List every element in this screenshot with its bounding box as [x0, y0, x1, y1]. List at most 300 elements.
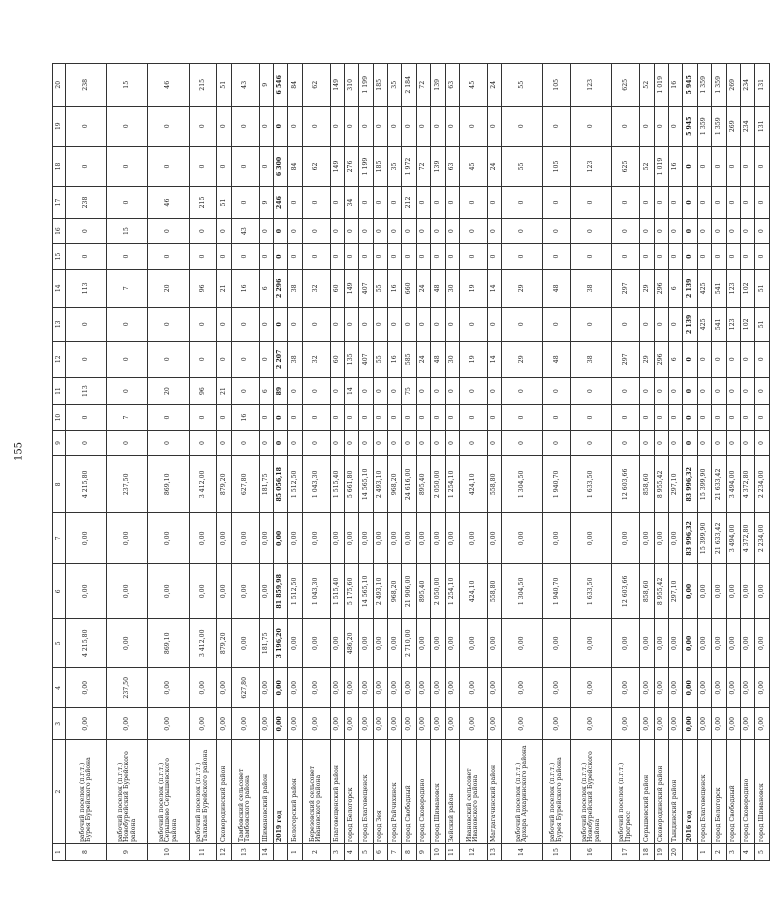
table-cell: 0	[640, 307, 654, 341]
header-cell: 9	[53, 430, 66, 455]
table-row	[148, 64, 189, 861]
table-cell: 0	[330, 106, 344, 146]
table-cell: 0,00	[571, 513, 612, 564]
table-cell: 246	[273, 187, 287, 219]
row-name-cell: город Белогорск	[712, 740, 726, 844]
table-cell: 0	[740, 430, 754, 455]
table-cell: 0,00	[487, 708, 501, 740]
table-cell: 0	[726, 146, 740, 186]
table-cell: 0	[288, 377, 302, 405]
table-cell: 5 945	[683, 64, 697, 107]
table-cell: 105	[543, 64, 571, 107]
table-cell: 0	[445, 430, 459, 455]
table-cell: 3 196,20	[273, 619, 287, 668]
row-name-cell: рабочий поселок (п.г.т.) Новобурейский Бурейского района	[107, 740, 148, 844]
table-cell: 0	[755, 430, 769, 455]
table-cell: 0,00	[302, 513, 330, 564]
table-cell: 0,00	[416, 619, 430, 668]
table-cell: 0	[330, 377, 344, 405]
table-cell: 0	[612, 307, 640, 341]
table-cell: 0	[402, 218, 416, 243]
table-cell: 7	[388, 844, 402, 861]
table-cell: 0	[148, 405, 189, 430]
table-cell: 0	[571, 430, 612, 455]
table-cell: 0,00	[373, 668, 387, 708]
table-cell: 48	[431, 341, 445, 377]
row-name-cell: 2016 год	[683, 740, 697, 844]
table-cell: 12	[217, 844, 231, 861]
table-cell: 0	[330, 187, 344, 219]
table-cell: 0	[373, 244, 387, 269]
table-cell: 0	[273, 244, 287, 269]
table-cell: 0	[107, 106, 148, 146]
table-cell: 486,20	[344, 619, 358, 668]
table-cell: 238	[66, 64, 107, 107]
table-cell: 0	[302, 430, 330, 455]
table-cell: 113	[66, 269, 107, 307]
table-cell: 0	[502, 377, 543, 405]
table-cell: 0	[712, 405, 726, 430]
table-cell: 0,00	[502, 513, 543, 564]
table-cell: 0	[726, 244, 740, 269]
table-cell: 123	[726, 269, 740, 307]
table-cell: 20	[148, 377, 189, 405]
table-cell: 0	[107, 430, 148, 455]
table-row	[755, 64, 769, 861]
table-cell: 0,00	[217, 564, 231, 619]
table-cell: 46	[148, 187, 189, 219]
table-cell: 558,80	[487, 564, 501, 619]
table-cell: 6 300	[273, 146, 287, 186]
table-cell: 5 175,60	[344, 564, 358, 619]
table-cell: 0	[431, 218, 445, 243]
table-cell: 1 633,50	[571, 564, 612, 619]
table-cell: 0	[571, 307, 612, 341]
table-cell: 0,00	[640, 619, 654, 668]
table-cell: 0,00	[571, 708, 612, 740]
table-cell: 0,00	[502, 619, 543, 668]
table-cell: 0	[445, 244, 459, 269]
table-row	[683, 64, 697, 861]
table-cell: 0,00	[431, 708, 445, 740]
table-cell: 0	[416, 377, 430, 405]
table-cell: 16	[388, 269, 402, 307]
table-cell: 0	[259, 244, 273, 269]
table-cell: 0	[148, 218, 189, 243]
table-cell: 0	[344, 405, 358, 430]
table-cell: 0	[66, 218, 107, 243]
table-cell: 0	[726, 377, 740, 405]
table-cell: 8 955,42	[654, 456, 668, 513]
table-cell: 21 906,00	[402, 564, 416, 619]
table-cell: 0,00	[668, 708, 682, 740]
table-cell: 51	[755, 269, 769, 307]
table-cell: 0,00	[683, 564, 697, 619]
table-cell: 0,00	[359, 619, 373, 668]
table-row	[668, 64, 682, 861]
table-cell: 0	[683, 187, 697, 219]
table-cell: 6 546	[273, 64, 287, 107]
table-cell: 0	[755, 218, 769, 243]
table-cell: 14	[502, 844, 543, 861]
table-cell: 8 955,42	[654, 564, 668, 619]
table-cell: 0	[416, 244, 430, 269]
header-cell: 5	[53, 619, 66, 668]
table-cell: 0,00	[66, 564, 107, 619]
table-cell: 0,00	[66, 668, 107, 708]
table-cell: 131	[755, 64, 769, 107]
table-cell: 52	[640, 64, 654, 107]
table-cell: 0	[231, 377, 259, 405]
table-cell: 0,00	[288, 668, 302, 708]
table-cell: 0,00	[344, 513, 358, 564]
table-cell: 0,00	[330, 668, 344, 708]
table-cell: 0	[445, 106, 459, 146]
table-cell: 0	[460, 405, 488, 430]
table-cell: 0	[288, 307, 302, 341]
table-cell: 1 940,70	[543, 456, 571, 513]
table-cell: 51	[217, 187, 231, 219]
table-cell: 0	[445, 218, 459, 243]
table-cell: 0,00	[189, 564, 217, 619]
row-name-cell: город Свободный	[402, 740, 416, 844]
table-cell: 19	[654, 844, 668, 861]
row-name-cell: Благовещенский район	[330, 740, 344, 844]
table-cell: 212	[402, 187, 416, 219]
table-cell: 0	[571, 218, 612, 243]
table-cell: 0	[273, 405, 287, 430]
table-cell: 181,75	[259, 619, 273, 668]
table-cell: 0	[726, 218, 740, 243]
table-cell: 1 359	[697, 64, 711, 107]
row-name-cell: рабочий поселок (п.г.т.) Серышево Серышевского района	[148, 740, 189, 844]
table-cell: 0,00	[697, 708, 711, 740]
table-cell: 63	[445, 146, 459, 186]
table-cell: 0	[273, 106, 287, 146]
table-cell: 0	[740, 187, 754, 219]
table-cell: 0,00	[388, 513, 402, 564]
table-cell: 0,00	[189, 668, 217, 708]
table-cell: 149	[330, 64, 344, 107]
table-cell: 55	[373, 269, 387, 307]
table-cell: 38	[571, 341, 612, 377]
table-cell: 11	[445, 844, 459, 861]
table-cell: 4 215,80	[66, 619, 107, 668]
table-cell: 0	[344, 106, 358, 146]
table-cell: 0,00	[431, 668, 445, 708]
table-cell: 0,00	[259, 564, 273, 619]
table-row	[712, 64, 726, 861]
table-cell: 0	[288, 244, 302, 269]
table-cell: 407	[359, 269, 373, 307]
table-cell: 16	[388, 341, 402, 377]
table-cell: 0	[640, 430, 654, 455]
table-cell: 0	[460, 377, 488, 405]
table-cell: 558,80	[487, 456, 501, 513]
table-cell: 234	[740, 64, 754, 107]
row-name-cell: Шимановский район	[259, 740, 273, 844]
table-cell: 0	[460, 430, 488, 455]
table-cell: 19	[460, 269, 488, 307]
table-cell: 0,00	[571, 668, 612, 708]
table-cell: 0	[640, 106, 654, 146]
table-cell: 1 304,50	[502, 564, 543, 619]
table-cell: 0,00	[502, 668, 543, 708]
table-cell: 0,00	[712, 564, 726, 619]
table-cell: 0,00	[231, 619, 259, 668]
header-cell: 8	[53, 456, 66, 513]
row-name-cell: Сковородинский район	[217, 740, 231, 844]
table-cell: 0	[359, 377, 373, 405]
table-cell: 48	[543, 269, 571, 307]
table-cell: 0	[668, 244, 682, 269]
table-cell: 24	[416, 341, 430, 377]
table-cell: 0	[445, 187, 459, 219]
table-cell: 62	[302, 64, 330, 107]
table-cell: 0	[543, 307, 571, 341]
table-cell: 131	[755, 106, 769, 146]
table-row	[359, 64, 373, 861]
table-cell: 0	[217, 244, 231, 269]
table-cell: 0,00	[373, 708, 387, 740]
row-name-cell: Белогорский район	[288, 740, 302, 844]
table-cell: 8	[402, 844, 416, 861]
table-cell: 0	[189, 430, 217, 455]
table-cell: 0	[231, 307, 259, 341]
rotated-table-container	[52, 63, 765, 861]
table-cell: 0,00	[712, 668, 726, 708]
table-cell: 0	[66, 307, 107, 341]
table-cell: 0	[502, 307, 543, 341]
table-cell: 0	[330, 218, 344, 243]
table-cell: 968,20	[388, 564, 402, 619]
table-cell: 14	[487, 341, 501, 377]
table-cell: 0	[668, 187, 682, 219]
table-cell: 0	[740, 405, 754, 430]
table-cell: 276	[344, 146, 358, 186]
table-cell: 968,20	[388, 456, 402, 513]
table-cell: 0,00	[460, 513, 488, 564]
table-cell: 0	[445, 307, 459, 341]
row-name-cell: город Благовещенск	[359, 740, 373, 844]
table-cell: 0	[487, 377, 501, 405]
table-cell: 0,00	[217, 668, 231, 708]
table-cell: 0	[273, 218, 287, 243]
table-cell: 0	[697, 244, 711, 269]
table-row	[288, 64, 302, 861]
row-name-cell: город Зея	[373, 740, 387, 844]
table-cell: 3 412,00	[189, 619, 217, 668]
table-cell: 0	[460, 187, 488, 219]
table-cell: 0,00	[107, 564, 148, 619]
table-row	[402, 64, 416, 861]
header-cell: 10	[53, 405, 66, 430]
table-cell: 0	[373, 106, 387, 146]
table-cell: 2 493,10	[373, 564, 387, 619]
table-cell: 0	[344, 430, 358, 455]
row-name-cell: город Райчихинск	[388, 740, 402, 844]
table-cell: 0	[726, 405, 740, 430]
table-cell: 0	[543, 218, 571, 243]
table-cell: 0	[460, 244, 488, 269]
table-cell: 0	[654, 106, 668, 146]
table-cell: 0,00	[288, 708, 302, 740]
table-cell: 15	[543, 844, 571, 861]
table-cell: 0	[402, 405, 416, 430]
table-row	[726, 64, 740, 861]
table-cell: 7	[107, 269, 148, 307]
table-cell: 0,00	[330, 513, 344, 564]
table-cell: 21 633,42	[712, 456, 726, 513]
table-cell: 0,00	[683, 619, 697, 668]
table-cell: 0	[697, 405, 711, 430]
table-cell: 16	[231, 269, 259, 307]
table-cell: 0,00	[543, 708, 571, 740]
table-cell: 72	[416, 64, 430, 107]
table-cell: 0	[640, 187, 654, 219]
table-cell: 60	[330, 341, 344, 377]
table-cell: 424,10	[460, 564, 488, 619]
table-cell: 296	[654, 269, 668, 307]
table-cell: 1 199	[359, 146, 373, 186]
table-cell: 0	[640, 377, 654, 405]
table-cell: 0,00	[388, 619, 402, 668]
table-cell: 0	[431, 106, 445, 146]
table-cell: 0,00	[148, 564, 189, 619]
table-cell: 0,00	[231, 564, 259, 619]
table-cell: 0,00	[612, 708, 640, 740]
table-cell: 237,50	[107, 668, 148, 708]
table-cell: 0	[388, 244, 402, 269]
header-cell: 6	[53, 564, 66, 619]
table-cell: 858,60	[640, 456, 654, 513]
table-cell: 0,00	[416, 668, 430, 708]
table-cell: 0	[107, 187, 148, 219]
table-cell: 185	[373, 64, 387, 107]
table-cell: 0,00	[344, 708, 358, 740]
table-cell: 1 304,50	[502, 456, 543, 513]
table-cell: 0	[668, 218, 682, 243]
table-cell: 4 372,80	[740, 513, 754, 564]
table-cell: 0,00	[302, 708, 330, 740]
table-cell: 6	[259, 269, 273, 307]
table-cell: 3	[330, 844, 344, 861]
table-cell: 0	[388, 430, 402, 455]
table-cell: 0,00	[217, 708, 231, 740]
table-cell: 113	[66, 377, 107, 405]
table-cell: 424,10	[460, 456, 488, 513]
table-cell: 0	[612, 187, 640, 219]
table-cell: 0	[612, 244, 640, 269]
table-cell: 0	[217, 307, 231, 341]
table-cell: 0	[755, 244, 769, 269]
table-cell: 6	[668, 269, 682, 307]
table-cell: 5 661,80	[344, 456, 358, 513]
table-cell: 269	[726, 106, 740, 146]
table-cell: 0	[416, 106, 430, 146]
table-cell: 16	[668, 64, 682, 107]
table-cell: 407	[359, 341, 373, 377]
table-cell: 0,00	[543, 619, 571, 668]
table-cell: 0	[189, 244, 217, 269]
table-cell: 0	[231, 106, 259, 146]
table-cell: 0	[612, 405, 640, 430]
table-cell: 81 859,98	[273, 564, 287, 619]
table-cell: 5 945	[683, 106, 697, 146]
table-cell: 858,60	[640, 564, 654, 619]
table-cell: 48	[543, 341, 571, 377]
table-cell: 0,00	[755, 564, 769, 619]
row-name-cell: город Сковородино	[416, 740, 430, 844]
table-cell: 0	[302, 405, 330, 430]
table-cell: 0	[259, 341, 273, 377]
header-cell: 1	[53, 844, 66, 861]
table-cell: 1 972	[402, 146, 416, 186]
table-cell: 15	[107, 218, 148, 243]
header-cell: 12	[53, 341, 66, 377]
table-cell: 0	[189, 106, 217, 146]
table-cell: 18	[640, 844, 654, 861]
table-row	[330, 64, 344, 861]
table-cell: 1 019	[654, 64, 668, 107]
table-cell: 0	[431, 307, 445, 341]
table-cell: 0	[359, 187, 373, 219]
table-cell: 0,00	[460, 708, 488, 740]
table-cell: 0,00	[712, 708, 726, 740]
table-cell: 660	[402, 269, 416, 307]
table-cell: 0	[654, 244, 668, 269]
row-name-cell: Сковородинский район	[654, 740, 668, 844]
table-cell: 0	[259, 405, 273, 430]
table-cell: 0	[189, 341, 217, 377]
table-cell: 0	[683, 405, 697, 430]
table-cell: 55	[373, 341, 387, 377]
table-cell: 0,00	[668, 619, 682, 668]
table-cell: 0	[487, 405, 501, 430]
table-cell: 0	[571, 106, 612, 146]
table-cell: 139	[431, 64, 445, 107]
table-cell: 0	[359, 244, 373, 269]
table-cell: 0	[66, 146, 107, 186]
table-cell: 83 996,32	[683, 456, 697, 513]
table-cell: 0	[460, 307, 488, 341]
table-cell: 0,00	[668, 513, 682, 564]
table-cell: 2 139	[683, 269, 697, 307]
table-cell: 0	[683, 430, 697, 455]
row-name-cell: Зейский район	[445, 740, 459, 844]
table-cell: 0	[668, 377, 682, 405]
table-cell: 0,00	[697, 564, 711, 619]
table-cell: 0	[431, 187, 445, 219]
table-cell: 0	[288, 218, 302, 243]
table-cell: 24	[416, 269, 430, 307]
table-cell: 0	[259, 218, 273, 243]
table-cell: 879,20	[217, 456, 231, 513]
table-cell: 0,00	[148, 708, 189, 740]
table-cell: 0	[402, 307, 416, 341]
table-row	[344, 64, 358, 861]
table-cell: 0	[330, 430, 344, 455]
table-cell: 29	[640, 269, 654, 307]
table-cell: 0	[302, 106, 330, 146]
table-cell: 0	[740, 244, 754, 269]
table-cell: 0	[683, 218, 697, 243]
table-cell: 0	[668, 430, 682, 455]
table-cell: 0	[388, 187, 402, 219]
table-cell: 0	[755, 341, 769, 377]
table-cell: 0	[288, 405, 302, 430]
table-cell: 425	[697, 307, 711, 341]
